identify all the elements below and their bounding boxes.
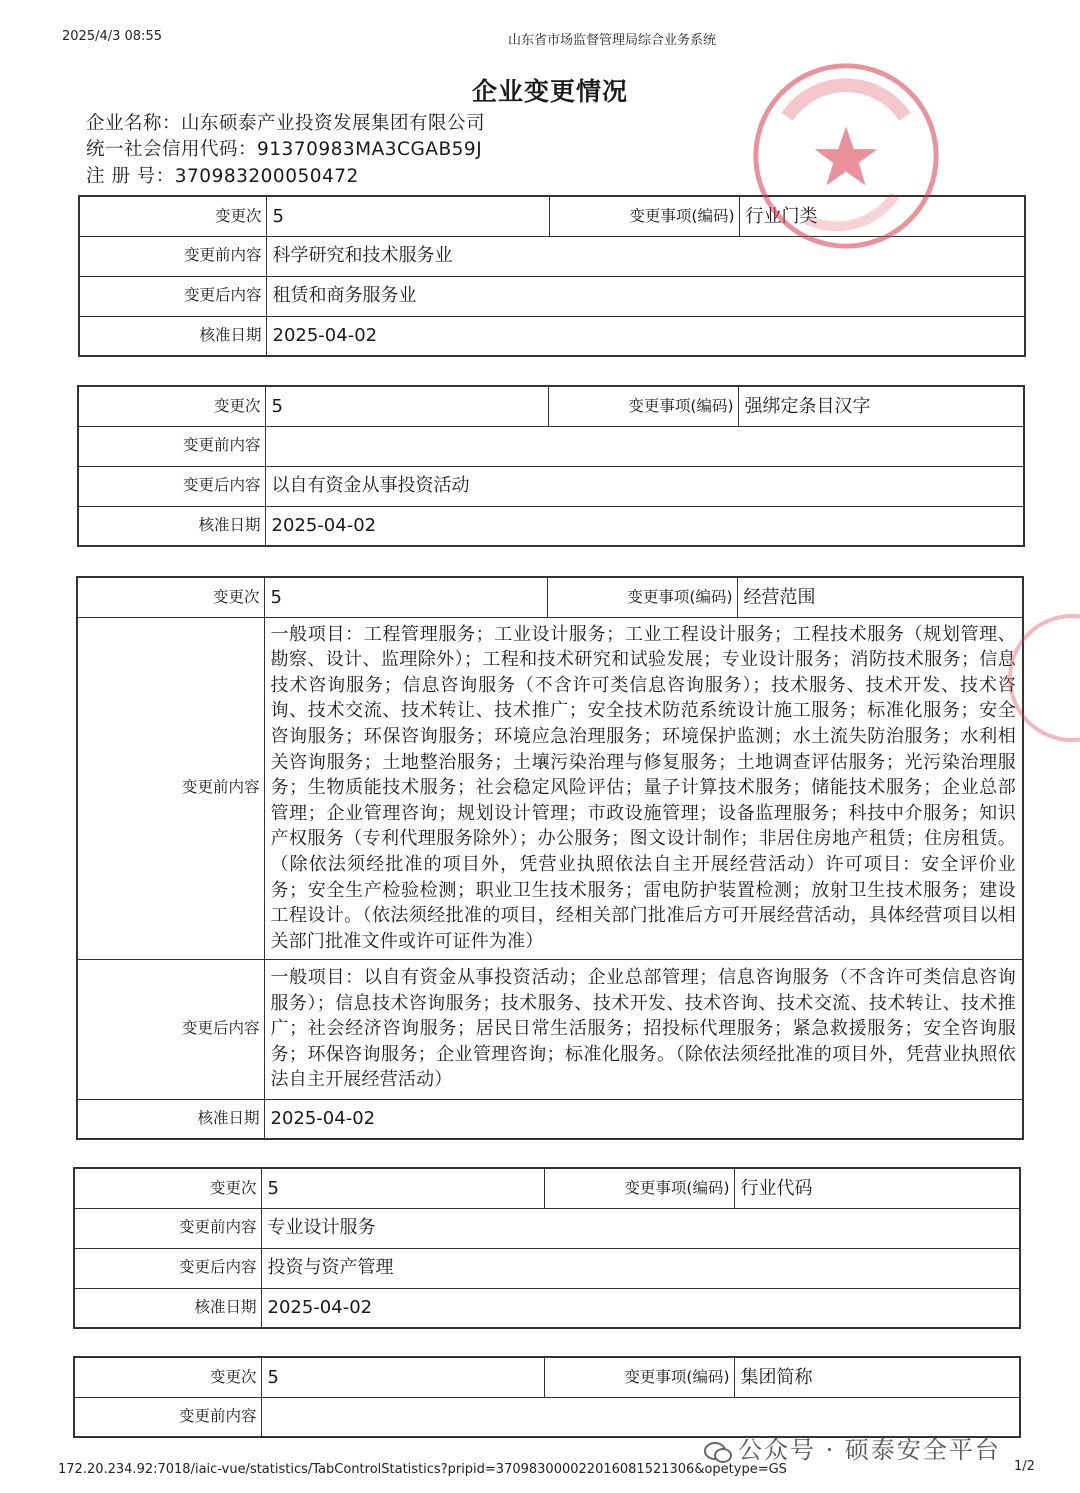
table-row [78, 426, 1024, 466]
partial-seal-stamp [1002, 608, 1080, 748]
change-no-value: 5 [261, 1168, 544, 1208]
table-row [74, 1357, 1020, 1397]
page-title: 企业变更情况 [471, 77, 628, 106]
official-seal-stamp [748, 58, 944, 254]
change-item-label: 变更事项(编码) [548, 386, 738, 426]
table-row [77, 959, 1023, 1099]
change-item-value: 经营范围 [737, 577, 1023, 617]
wechat-icon [704, 1440, 732, 1462]
date-value: 2025-04-02 [264, 1099, 1023, 1139]
change-no-value: 5 [261, 1357, 544, 1397]
after-value: 投资与资产管理 [261, 1248, 1020, 1288]
company-name: 企业名称：山东硕泰产业投资发展集团有限公司 [86, 113, 486, 134]
change-item-label: 变更事项(编码) [549, 196, 739, 236]
credit-code: 统一社会信用代码：91370983MA3CGAB59J [86, 139, 483, 160]
change-item-value: 强绑定条目汉字 [738, 386, 1024, 426]
table-row [79, 276, 1025, 316]
change-no-value: 5 [266, 196, 549, 236]
change-no-label: 变更次 [79, 196, 266, 236]
change-item-value: 行业代码 [734, 1168, 1020, 1208]
after-label: 变更后内容 [74, 1248, 261, 1288]
date-value: 2025-04-02 [266, 316, 1025, 356]
after-value: 一般项目：以自有资金从事投资活动；企业总部管理；信息咨询服务（不含许可类信息咨询服务）；信息技术咨询服务；技术服务、技术开发、技术咨询、技术交流、技术转让、技术推广；社会经济咨询服务；居民日常生活服务；招投标代理服务；紧急救援服务；安全咨询服务；环保咨询服务；企业管理咨询；标准化服务。（除依法须经批准的项目外，凭营业执照依法自主开展经营活动） [264, 959, 1023, 1099]
date-value: 2025-04-02 [265, 506, 1024, 546]
change-no-label: 变更次 [78, 386, 265, 426]
registration-number: 注 册 号：370983200050472 [86, 166, 359, 187]
seal-star-icon [815, 127, 878, 186]
before-label: 变更前内容 [74, 1208, 261, 1248]
table-row [74, 1168, 1020, 1208]
change-record-table [73, 1356, 1021, 1438]
before-value [265, 426, 1024, 466]
page-number: 1/2 [1014, 1459, 1035, 1474]
after-label: 变更后内容 [78, 466, 265, 506]
print-timestamp: 2025/4/3 08:55 [62, 29, 162, 44]
change-record-table [73, 1167, 1021, 1329]
change-no-value: 5 [265, 386, 548, 426]
after-label: 变更后内容 [77, 959, 264, 1099]
before-value: 专业设计服务 [261, 1208, 1020, 1248]
table-row [78, 386, 1024, 426]
table-row [77, 617, 1023, 959]
table-row [79, 316, 1025, 356]
table-row [77, 577, 1023, 617]
change-item-label: 变更事项(编码) [544, 1357, 734, 1397]
date-label: 核准日期 [78, 506, 265, 546]
after-label: 变更后内容 [79, 276, 266, 316]
change-item-value: 集团简称 [734, 1357, 1020, 1397]
change-record-table [76, 576, 1024, 1140]
date-label: 核准日期 [77, 1099, 264, 1139]
system-name: 山东省市场监督管理局综合业务系统 [508, 33, 717, 48]
before-label: 变更前内容 [77, 617, 264, 959]
change-no-value: 5 [264, 577, 547, 617]
before-label: 变更前内容 [78, 426, 265, 466]
table-row [77, 1099, 1023, 1139]
before-value: 科学研究和技术服务业 [266, 236, 1025, 276]
change-no-label: 变更次 [74, 1357, 261, 1397]
wechat-watermark [704, 1430, 1001, 1465]
table-row [78, 506, 1024, 546]
change-item-label: 变更事项(编码) [547, 577, 737, 617]
date-label: 核准日期 [74, 1288, 261, 1328]
table-row [78, 466, 1024, 506]
change-item-value: 行业门类 [739, 196, 1025, 236]
date-label: 核准日期 [79, 316, 266, 356]
footer-url: 172.20.234.92:7018/iaic-vue/statistics/TabControlStatistics?pripid=370983000022016081521306&opetype=GS [58, 1462, 787, 1477]
table-row [74, 1288, 1020, 1328]
before-value: 一般项目：工程管理服务；工业设计服务；工业工程设计服务；工程技术服务（规划管理、勘察、设计、监理除外）；工程和技术研究和试验发展；专业设计服务；消防技术服务；信息技术咨询服务；信息咨询服务（不含许可类信息咨询服务）；技术服务、技术开发、技术咨询、技术交流、技术转让、技术推广；安全技术防范系统设计施工服务；标准化服务；安全咨询服务；环保咨询服务；环境应急治理服务；环境保护监测；水土流失防治服务；水利相关咨询服务；土地整治服务；土壤污染治理与修复服务；土地调查评估服务；光污染治理服务；生物质能技术服务；社会稳定风险评估；量子计算技术服务；储能技术服务；企业总部管理；企业管理咨询；规划设计管理；市政设施管理；设备监理服务；科技中介服务；知识产权服务（专利代理服务除外）；办公服务；图文设计制作；非居住房地产租赁；住房租赁。（除依法须经批准的项目外，凭营业执照依法自主开展经营活动）许可项目：安全评价业务；安全生产检验检测；职业卫生技术服务；雷电防护装置检测；放射卫生技术服务；建设工程设计。（依法须经批准的项目，经相关部门批准后方可开展经营活动，具体经营项目以相关部门批准文件或许可证件为准） [264, 617, 1023, 959]
after-value: 租赁和商务服务业 [266, 276, 1025, 316]
table-row [74, 1208, 1020, 1248]
table-row [74, 1248, 1020, 1288]
change-no-label: 变更次 [74, 1168, 261, 1208]
change-item-label: 变更事项(编码) [544, 1168, 734, 1208]
watermark-text: 公众号 · 硕泰安全平台 [738, 1436, 1001, 1464]
change-record-table [77, 385, 1025, 547]
before-label: 变更前内容 [74, 1397, 261, 1437]
date-value: 2025-04-02 [261, 1288, 1020, 1328]
before-label: 变更前内容 [79, 236, 266, 276]
after-value: 以自有资金从事投资活动 [265, 466, 1024, 506]
change-no-label: 变更次 [77, 577, 264, 617]
